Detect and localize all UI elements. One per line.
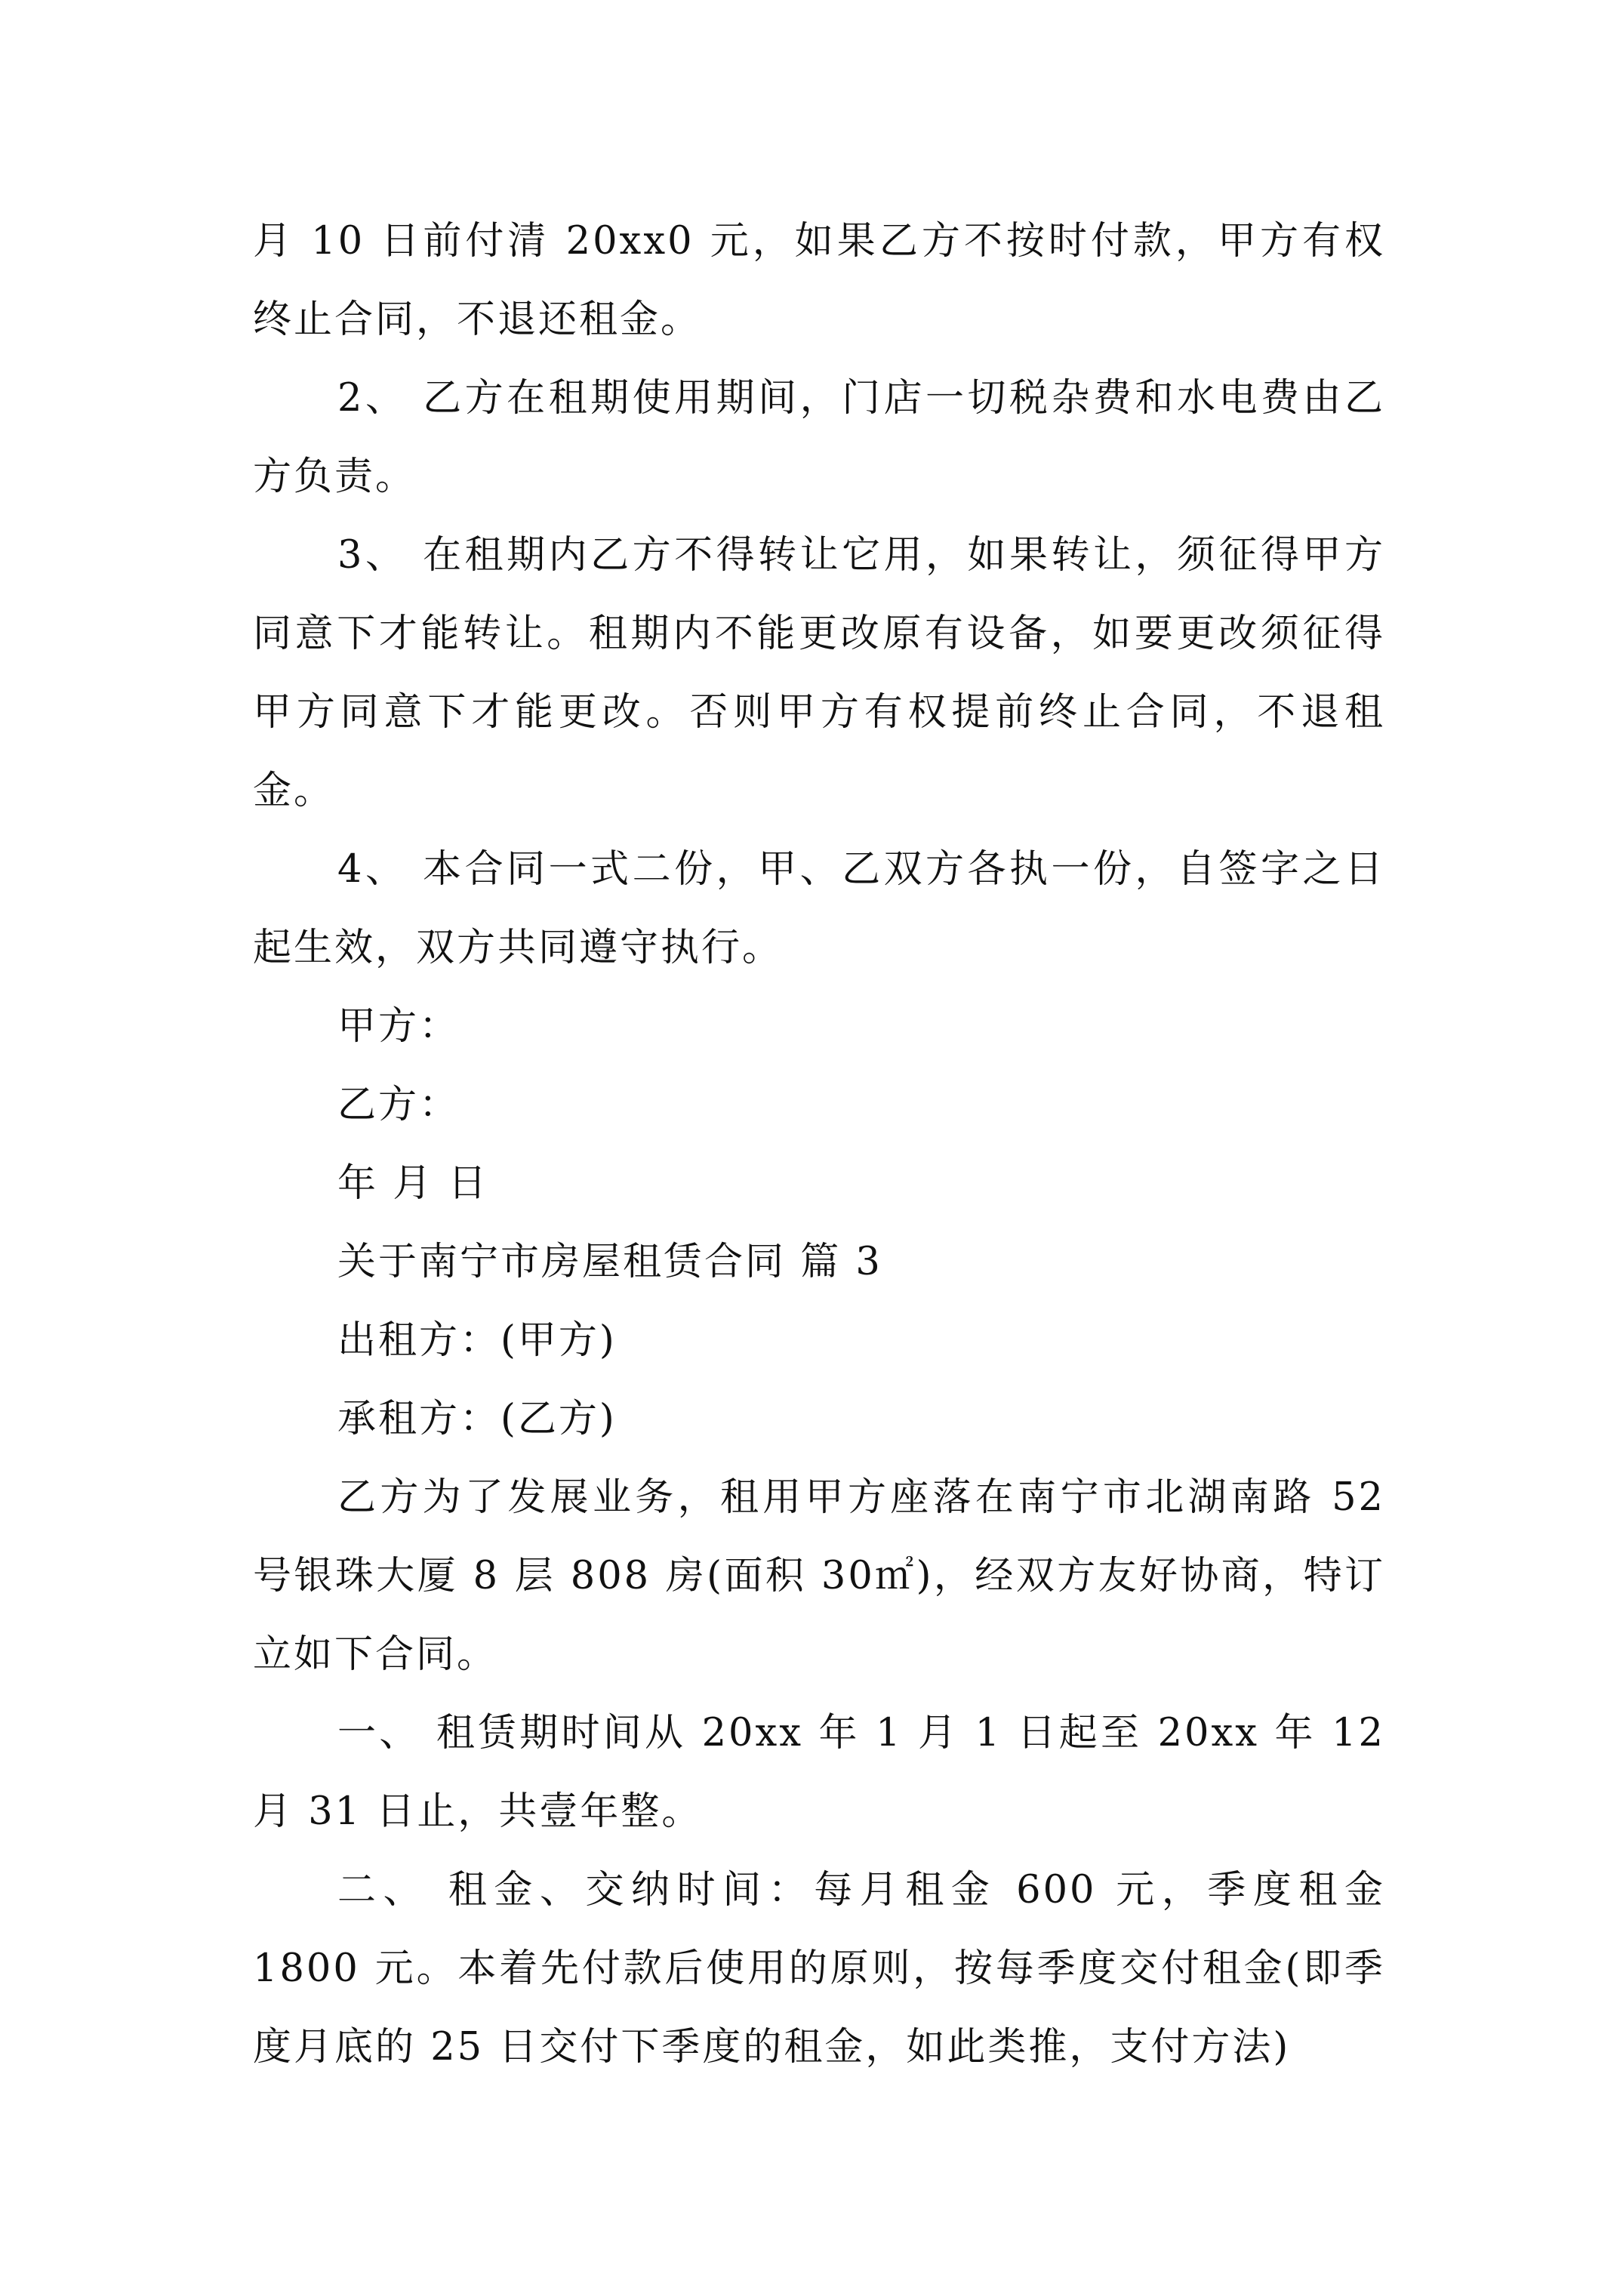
document-body bbox=[253, 202, 1385, 2087]
paragraph-clause-4: 4、 本合同一式二份，甲、乙双方各执一份，自签字之日起生效，双方共同遵守执行。 bbox=[253, 847, 1385, 970]
signature-date: 年 月 日 bbox=[337, 1161, 489, 1206]
lessee-line: 承租方：(乙方) bbox=[337, 1397, 617, 1441]
paragraph-intro: 乙方为了发展业务，租用甲方座落在南宁市北湖南路 52 号银珠大厦 8 层 808 房(面积 30㎡)，经双方友好协商，特订立如下合同。 bbox=[253, 1475, 1385, 1677]
section-title: 关于南宁市房屋租赁合同 篇 3 bbox=[337, 1240, 882, 1284]
paragraph-clause-2: 2、 乙方在租期使用期间，门店一切税杂费和水电费由乙方负责。 bbox=[253, 376, 1385, 499]
lessor-line: 出租方：(甲方) bbox=[337, 1318, 617, 1363]
signature-party-a: 甲方： bbox=[337, 1004, 460, 1049]
signature-party-b: 乙方： bbox=[337, 1083, 460, 1127]
paragraph-term: 一、 租赁期时间从 20xx 年 1 月 1 日起至 20xx 年 12 月 31 日止，共壹年整。 bbox=[253, 1711, 1385, 1834]
paragraph-clause-3: 3、 在租期内乙方不得转让它用，如果转让，须征得甲方同意下才能转让。租期内不能更改原有设备，如要更改须征得甲方同意下才能更改。否则甲方有权提前终止合同，不退租金。 bbox=[253, 533, 1385, 813]
paragraph-rent: 二、 租金、交纳时间：每月租金 600 元，季度租金 1800 元。本着先付款后使用的原则，按每季度交付租金(即季度月底的 25 日交付下季度的租金，如此类推，支付方法) bbox=[253, 1868, 1385, 2069]
paragraph-payment-deadline: 月 10 日前付清 20xx0 元，如果乙方不按时付款，甲方有权终止合同，不退还租金。 bbox=[253, 219, 1385, 342]
